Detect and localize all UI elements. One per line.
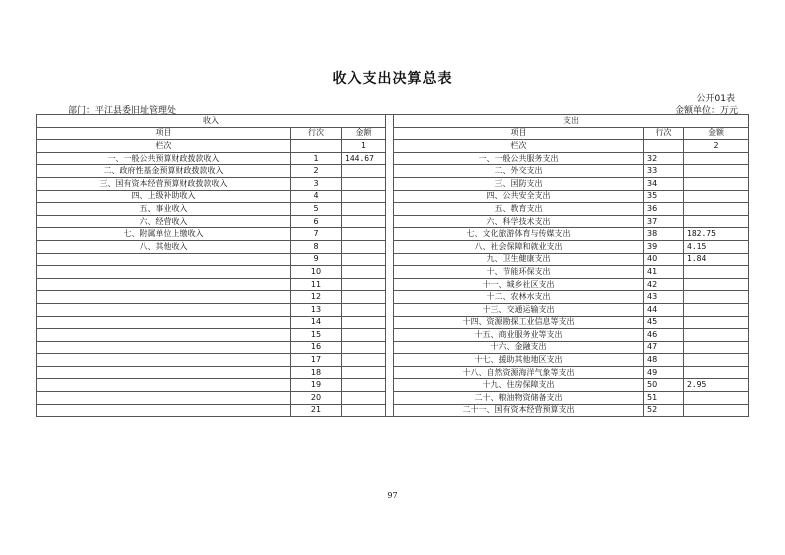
table-row (37, 291, 749, 304)
income-amount-header: 金额 (342, 127, 386, 140)
expense-amount-cell (684, 366, 749, 379)
column-gap (386, 278, 394, 291)
expense-row-no-blank (644, 140, 684, 153)
expense-item-cell: 十四、资源勘探工业信息等支出 (394, 316, 644, 329)
column-gap (386, 190, 394, 203)
expense-item-cell: 八、社会保障和就业支出 (394, 240, 644, 253)
expense-lanci-label: 栏次 (394, 140, 644, 153)
column-gap (386, 152, 394, 165)
expense-item-cell: 十九、住房保障支出 (394, 379, 644, 392)
expense-item-cell: 二、外交支出 (394, 165, 644, 178)
income-section-header: 收入 (37, 115, 386, 128)
income-amount-cell (342, 303, 386, 316)
expense-item-cell: 三、国防支出 (394, 177, 644, 190)
expense-amount-cell (684, 203, 749, 216)
income-row-no-header: 行次 (291, 127, 342, 140)
expense-amount-cell (684, 341, 749, 354)
table-row (37, 165, 749, 178)
column-gap (386, 115, 394, 128)
table-row (37, 329, 749, 342)
expense-row-no-cell: 50 (644, 379, 684, 392)
table-row (37, 266, 749, 279)
income-amount-cell (342, 316, 386, 329)
income-item-cell: 四、上级补助收入 (37, 190, 291, 203)
table-row (37, 341, 749, 354)
income-amount-cell (342, 404, 386, 417)
expense-row-no-cell: 49 (644, 366, 684, 379)
income-amount-cell (342, 354, 386, 367)
income-item-cell (37, 341, 291, 354)
income-row-no-cell: 9 (291, 253, 342, 266)
expense-amount-cell (684, 278, 749, 291)
income-row-no-cell: 17 (291, 354, 342, 367)
column-gap (386, 392, 394, 405)
income-item-cell: 八、其他收入 (37, 240, 291, 253)
income-item-cell (37, 354, 291, 367)
section-header-row (37, 115, 749, 128)
income-item-cell: 六、经营收入 (37, 215, 291, 228)
expense-amount-cell: 2.95 (684, 379, 749, 392)
income-col-index: 1 (342, 140, 386, 153)
income-item-cell (37, 253, 291, 266)
column-gap (386, 165, 394, 178)
expense-amount-cell (684, 152, 749, 165)
table-row (37, 404, 749, 417)
expense-amount-cell (684, 165, 749, 178)
expense-row-no-cell: 36 (644, 203, 684, 216)
expense-item-cell: 十六、金融支出 (394, 341, 644, 354)
expense-item-cell: 二十、粮油物资储备支出 (394, 392, 644, 405)
column-gap (386, 203, 394, 216)
expense-item-cell: 十七、援助其他地区支出 (394, 354, 644, 367)
income-item-cell (37, 316, 291, 329)
expense-amount-cell (684, 303, 749, 316)
income-row-no-cell: 10 (291, 266, 342, 279)
income-row-no-cell: 6 (291, 215, 342, 228)
income-expense-table (36, 114, 749, 417)
column-gap (386, 341, 394, 354)
income-item-cell (37, 266, 291, 279)
column-gap (386, 240, 394, 253)
table-row (37, 278, 749, 291)
income-row-no-blank (291, 140, 342, 153)
income-amount-cell (342, 278, 386, 291)
income-item-cell (37, 278, 291, 291)
income-row-no-cell: 4 (291, 190, 342, 203)
income-amount-cell (342, 291, 386, 304)
expense-row-no-cell: 33 (644, 165, 684, 178)
income-row-no-cell: 21 (291, 404, 342, 417)
column-gap (386, 140, 394, 153)
income-amount-cell (342, 190, 386, 203)
income-amount-cell (342, 177, 386, 190)
income-amount-cell (342, 341, 386, 354)
income-item-cell (37, 392, 291, 405)
income-row-no-cell: 2 (291, 165, 342, 178)
income-amount-cell (342, 392, 386, 405)
column-index-row (37, 140, 749, 153)
table-row (37, 392, 749, 405)
column-gap (386, 215, 394, 228)
income-item-cell: 七、附属单位上缴收入 (37, 228, 291, 241)
table-row (37, 366, 749, 379)
income-amount-cell (342, 203, 386, 216)
income-item-cell (37, 291, 291, 304)
income-item-cell (37, 366, 291, 379)
expense-amount-cell (684, 291, 749, 304)
table-row (37, 152, 749, 165)
expense-item-cell: 十一、城乡社区支出 (394, 278, 644, 291)
income-row-no-cell: 14 (291, 316, 342, 329)
expense-item-header: 项目 (394, 127, 644, 140)
income-lanci-label: 栏次 (37, 140, 291, 153)
expense-row-no-cell: 38 (644, 228, 684, 241)
income-item-cell: 五、事业收入 (37, 203, 291, 216)
income-item-cell (37, 404, 291, 417)
expense-col-index: 2 (684, 140, 749, 153)
table-row (37, 177, 749, 190)
expense-row-no-cell: 48 (644, 354, 684, 367)
table-row (37, 253, 749, 266)
income-row-no-cell: 18 (291, 366, 342, 379)
income-row-no-cell: 19 (291, 379, 342, 392)
column-gap (386, 266, 394, 279)
expense-row-no-cell: 52 (644, 404, 684, 417)
income-item-header: 项目 (37, 127, 291, 140)
table-row (37, 215, 749, 228)
expense-amount-cell (684, 329, 749, 342)
income-amount-cell (342, 253, 386, 266)
income-amount-cell (342, 266, 386, 279)
expense-row-no-cell: 46 (644, 329, 684, 342)
expense-row-no-cell: 41 (644, 266, 684, 279)
expense-row-no-cell: 40 (644, 253, 684, 266)
expense-row-no-cell: 43 (644, 291, 684, 304)
expense-row-no-header: 行次 (644, 127, 684, 140)
form-number: 公开01表 (696, 94, 735, 104)
table-row (37, 316, 749, 329)
expense-row-no-cell: 34 (644, 177, 684, 190)
expense-item-cell: 四、公共安全支出 (394, 190, 644, 203)
expense-amount-cell (684, 177, 749, 190)
income-amount-cell (342, 366, 386, 379)
income-item-cell: 三、国有资本经营预算财政拨款收入 (37, 177, 291, 190)
income-amount-cell (342, 240, 386, 253)
income-row-no-cell: 8 (291, 240, 342, 253)
income-item-cell (37, 379, 291, 392)
expense-row-no-cell: 39 (644, 240, 684, 253)
expense-amount-cell (684, 354, 749, 367)
expense-item-cell: 九、卫生健康支出 (394, 253, 644, 266)
income-amount-cell (342, 228, 386, 241)
table-row (37, 303, 749, 316)
column-gap (386, 228, 394, 241)
column-gap (386, 291, 394, 304)
income-row-no-cell: 5 (291, 203, 342, 216)
table-row (37, 379, 749, 392)
income-row-no-cell: 15 (291, 329, 342, 342)
column-gap (386, 366, 394, 379)
table-row (37, 190, 749, 203)
income-row-no-cell: 12 (291, 291, 342, 304)
income-amount-cell (342, 215, 386, 228)
column-gap (386, 404, 394, 417)
income-row-no-cell: 16 (291, 341, 342, 354)
expense-amount-cell (684, 316, 749, 329)
expense-row-no-cell: 37 (644, 215, 684, 228)
column-header-row (37, 127, 749, 140)
expense-amount-cell (684, 266, 749, 279)
income-amount-cell (342, 165, 386, 178)
expense-item-cell: 十五、商业服务业等支出 (394, 329, 644, 342)
table-row (37, 354, 749, 367)
expense-row-no-cell: 32 (644, 152, 684, 165)
expense-item-cell: 五、教育支出 (394, 203, 644, 216)
expense-row-no-cell: 42 (644, 278, 684, 291)
column-gap (386, 253, 394, 266)
income-amount-cell: 144.67 (342, 152, 386, 165)
income-item-cell: 一、一般公共预算财政拨款收入 (37, 152, 291, 165)
expense-item-cell: 六、科学技术支出 (394, 215, 644, 228)
income-item-cell: 二、政府性基金预算财政拨款收入 (37, 165, 291, 178)
income-amount-cell (342, 329, 386, 342)
expense-row-no-cell: 45 (644, 316, 684, 329)
expense-row-no-cell: 47 (644, 341, 684, 354)
expense-row-no-cell: 35 (644, 190, 684, 203)
column-gap (386, 329, 394, 342)
expense-item-cell: 二十一、国有资本经营预算支出 (394, 404, 644, 417)
page-number: 97 (387, 491, 398, 500)
column-gap (386, 177, 394, 190)
expense-amount-cell (684, 190, 749, 203)
expense-item-cell: 十三、交通运输支出 (394, 303, 644, 316)
income-item-cell (37, 303, 291, 316)
income-row-no-cell: 3 (291, 177, 342, 190)
expense-section-header: 支出 (394, 115, 749, 128)
expense-amount-cell: 1.84 (684, 253, 749, 266)
income-row-no-cell: 1 (291, 152, 342, 165)
income-amount-cell (342, 379, 386, 392)
amount-unit-label: 金额单位：万元 (674, 106, 738, 116)
expense-amount-cell (684, 404, 749, 417)
expense-amount-cell: 182.75 (684, 228, 749, 241)
expense-item-cell: 一、一般公共服务支出 (394, 152, 644, 165)
expense-row-no-cell: 44 (644, 303, 684, 316)
expense-amount-cell (684, 392, 749, 405)
table-row (37, 240, 749, 253)
income-row-no-cell: 7 (291, 228, 342, 241)
expense-item-cell: 十八、自然资源海洋气象等支出 (394, 366, 644, 379)
income-row-no-cell: 13 (291, 303, 342, 316)
expense-item-cell: 十二、农林水支出 (394, 291, 644, 304)
expense-amount-cell: 4.15 (684, 240, 749, 253)
expense-amount-cell (684, 215, 749, 228)
expense-row-no-cell: 51 (644, 392, 684, 405)
income-row-no-cell: 20 (291, 392, 342, 405)
column-gap (386, 379, 394, 392)
expense-item-cell: 十、节能环保支出 (394, 266, 644, 279)
table-row (37, 203, 749, 216)
table-row (37, 228, 749, 241)
income-item-cell (37, 329, 291, 342)
page-title: 收入支出决算总表 (332, 71, 453, 87)
expense-amount-header: 金额 (684, 127, 749, 140)
column-gap (386, 316, 394, 329)
column-gap (386, 303, 394, 316)
column-gap (386, 127, 394, 140)
column-gap (386, 354, 394, 367)
expense-item-cell: 七、文化旅游体育与传媒支出 (394, 228, 644, 241)
income-row-no-cell: 11 (291, 278, 342, 291)
department-label: 部门：平江县委旧址管理处 (68, 106, 177, 116)
